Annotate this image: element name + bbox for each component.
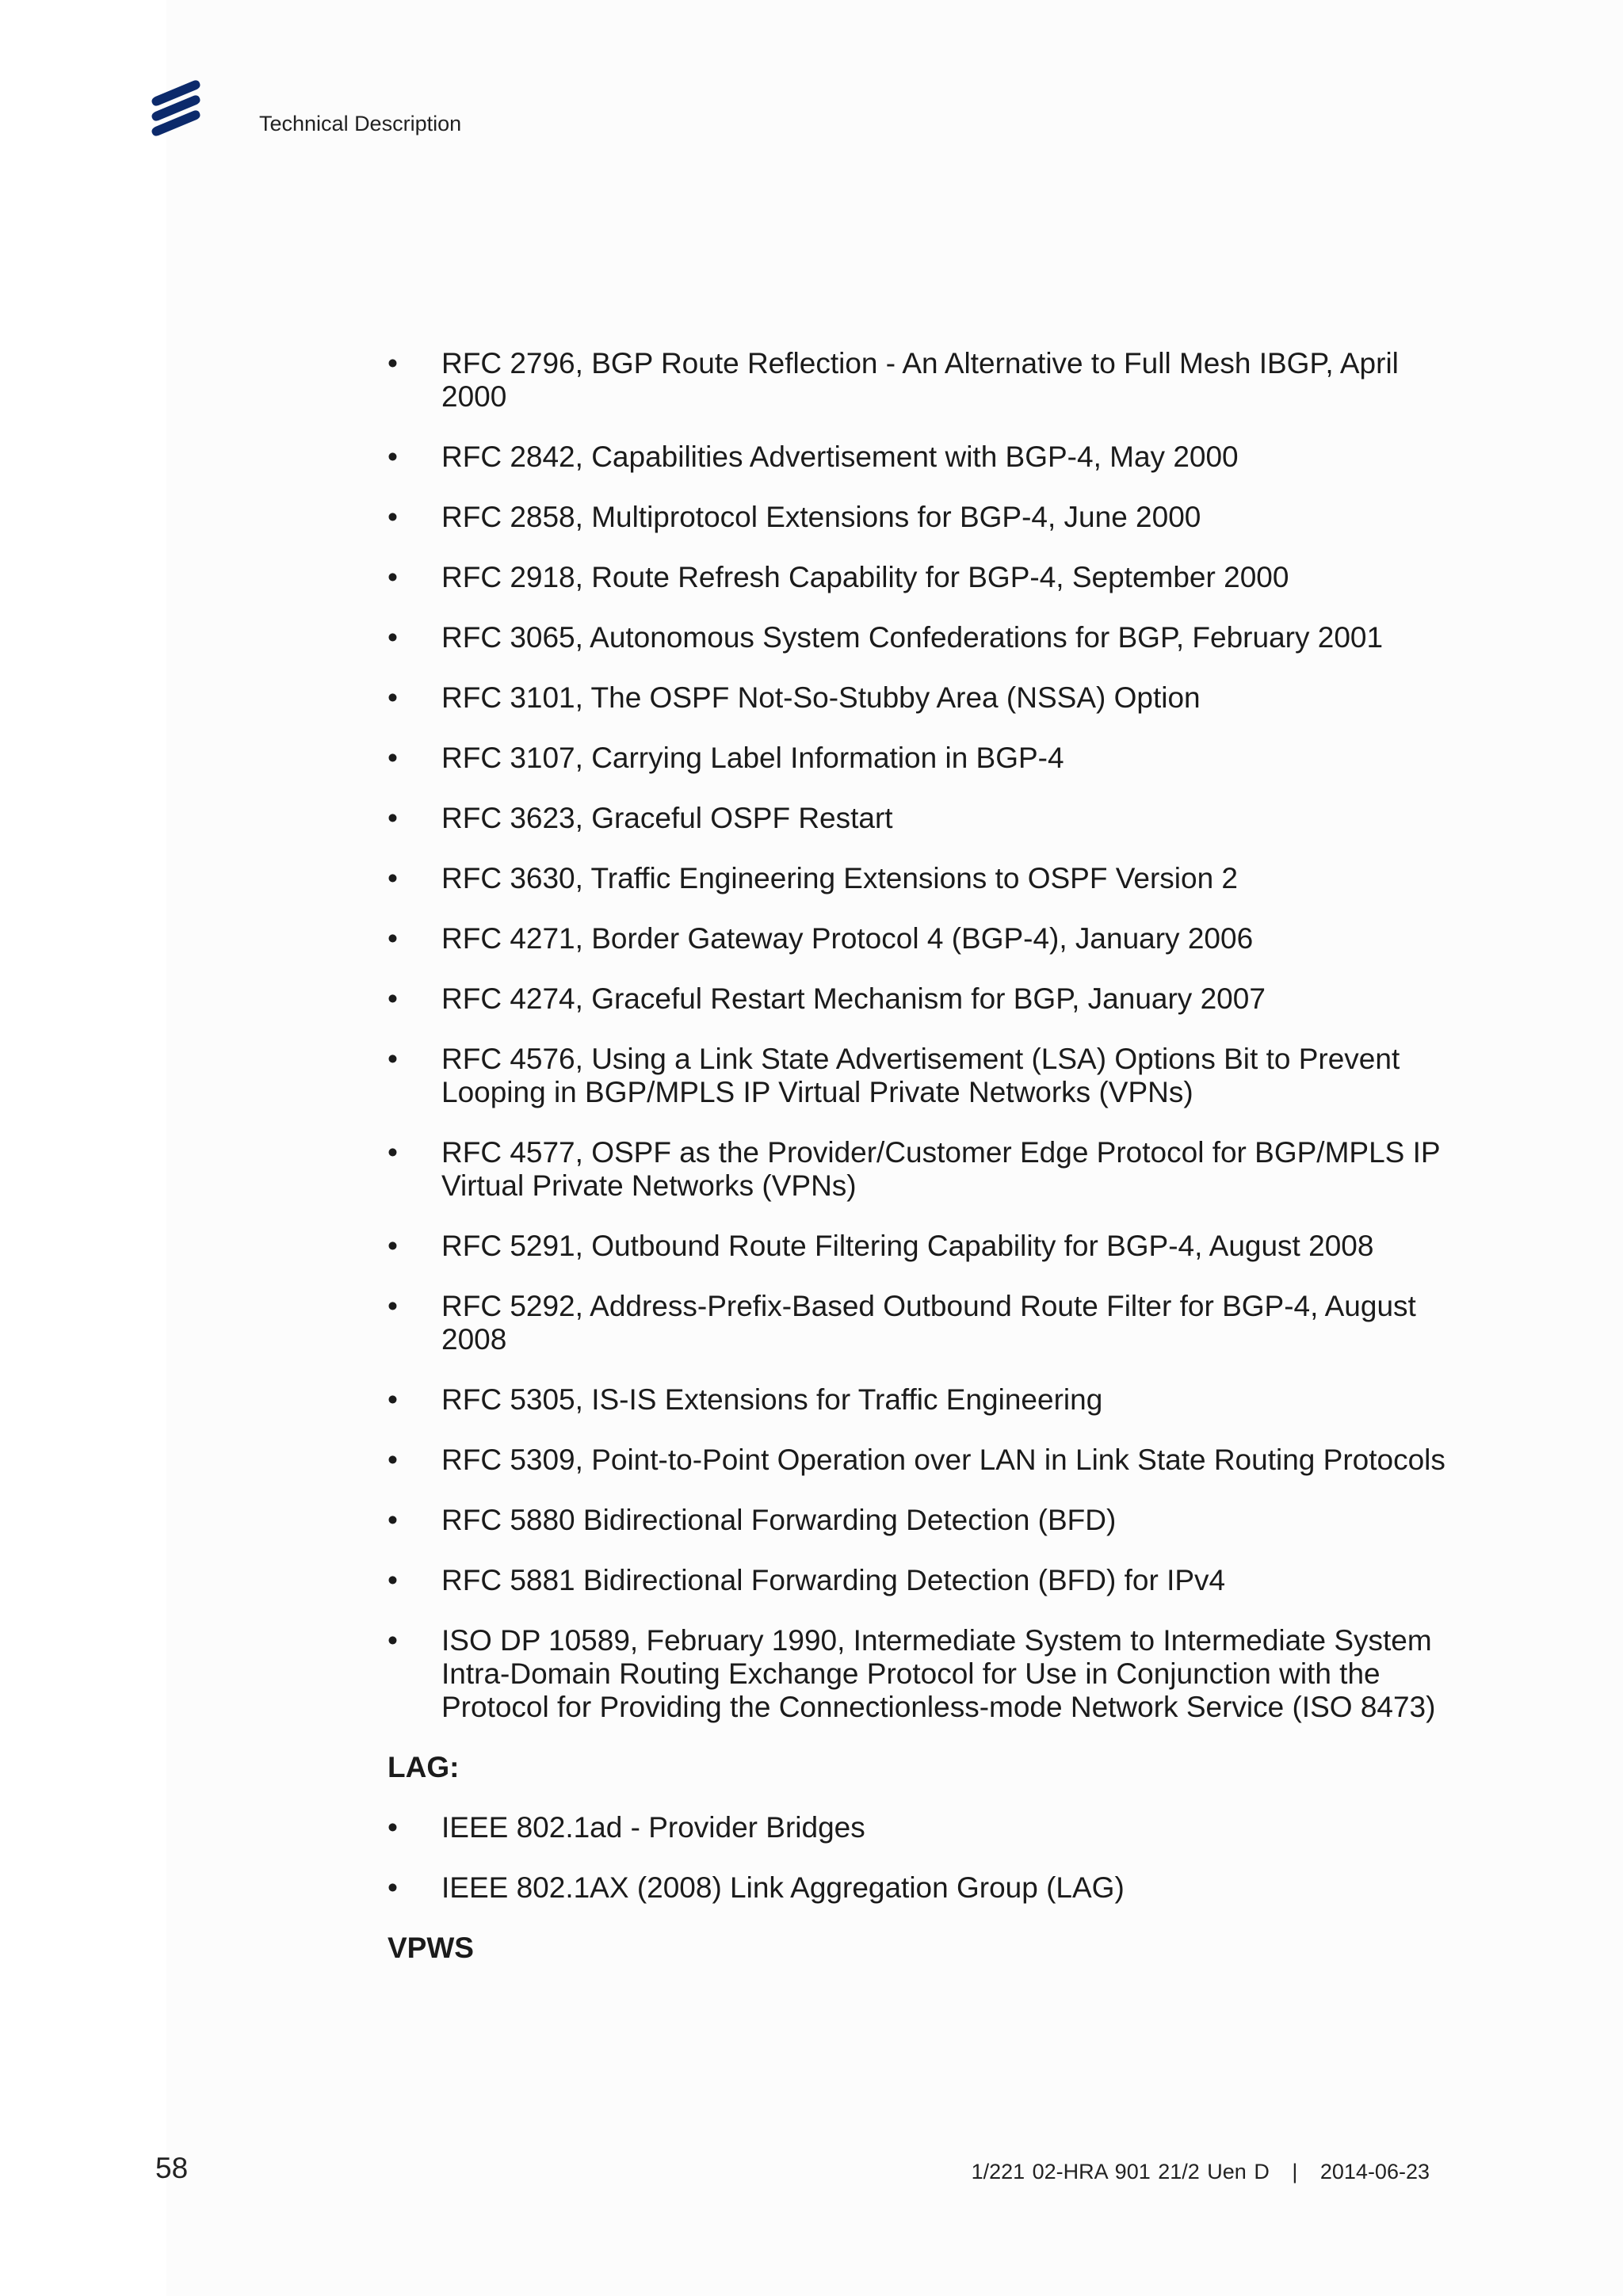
list-item-text: RFC 3101, The OSPF Not-So-Stubby Area (NSSA) Option [441,681,1201,714]
list-item [388,1624,1457,1724]
list-item-text: RFC 5309, Point-to-Point Operation over LAN in Link State Routing Protocols [441,1444,1445,1476]
bullet-icon: • [388,1871,398,1904]
page-number: 58 [155,2152,189,2184]
bullet-icon: • [388,1043,398,1075]
footer-document-info [972,2160,1430,2184]
bullet-icon: • [388,802,398,834]
list-item-text: RFC 5880 Bidirectional Forwarding Detection (BFD) [441,1504,1117,1536]
list-item [388,1383,1457,1417]
bullet-icon: • [388,1290,398,1322]
list-item [388,1564,1457,1597]
ericsson-logo-icon [149,76,206,136]
bullet-icon: • [388,1136,398,1169]
bullet-icon: • [388,441,398,473]
bullet-icon: • [388,1811,398,1844]
list-item [388,1811,1457,1844]
bullet-icon: • [388,347,398,379]
document-content [388,347,1457,1992]
list-item-text: ISO DP 10589, February 1990, Intermediate System to Intermediate System Intra-Domain Routing Exchange Protocol for Use in Conjunction with the Protocol for Providing the Connectionless-mode Network Service (ISO 8473) [441,1624,1436,1723]
list-item [388,1136,1457,1203]
list-item-text: RFC 5305, IS-IS Extensions for Traffic Engineering [441,1383,1103,1416]
list-item-text: RFC 2796, BGP Route Reflection - An Alternative to Full Mesh IBGP, April 2000 [441,347,1399,413]
list-item-text: RFC 2918, Route Refresh Capability for BGP-4, September 2000 [441,561,1289,593]
list-item [388,1504,1457,1537]
list-item-text: RFC 4274, Graceful Restart Mechanism for BGP, January 2007 [441,982,1266,1015]
list-item-text: RFC 3623, Graceful OSPF Restart [441,802,893,834]
list-item [388,1871,1457,1905]
list-item [388,862,1457,895]
list-item-text: RFC 5881 Bidirectional Forwarding Detection (BFD) for IPv4 [441,1564,1226,1596]
section-heading-lag: LAG: [388,1751,460,1783]
bullet-icon: • [388,561,398,593]
list-item [388,621,1457,654]
list-item-text: RFC 3630, Traffic Engineering Extensions to OSPF Version 2 [441,862,1238,894]
list-item [388,1290,1457,1356]
list-item [388,1444,1457,1477]
footer-separator: | [1292,2160,1298,2183]
list-item-text: RFC 4271, Border Gateway Protocol 4 (BGP-4), January 2006 [441,922,1254,955]
list-item [388,1230,1457,1263]
list-item-text: IEEE 802.1AX (2008) Link Aggregation Group (LAG) [441,1871,1125,1904]
page-margin [0,0,166,2296]
bullet-icon: • [388,621,398,654]
bullet-icon: • [388,742,398,774]
list-item [388,441,1457,474]
bullet-icon: • [388,1624,398,1657]
list-item [388,501,1457,534]
list-item [388,982,1457,1016]
bullet-icon: • [388,1383,398,1416]
list-item [388,1043,1457,1109]
bullet-icon: • [388,1564,398,1596]
list-item-text: RFC 2858, Multiprotocol Extensions for BGP-4, June 2000 [441,501,1201,533]
header-section-title: Technical Description [259,112,462,135]
list-item-text: RFC 3065, Autonomous System Confederations for BGP, February 2001 [441,621,1384,654]
bullet-icon: • [388,862,398,894]
bullet-icon: • [388,501,398,533]
list-item-text: RFC 2842, Capabilities Advertisement with BGP-4, May 2000 [441,441,1239,473]
list-item-text: IEEE 802.1ad - Provider Bridges [441,1811,865,1844]
bullet-icon: • [388,922,398,955]
list-item [388,561,1457,594]
bullet-icon: • [388,1504,398,1536]
bullet-icon: • [388,1444,398,1476]
document-date: 2014-06-23 [1319,2160,1430,2183]
list-item [388,742,1457,775]
list-item-text: RFC 5292, Address-Prefix-Based Outbound Route Filter for BGP-4, August 2008 [441,1290,1416,1356]
list-item [388,922,1457,955]
bullet-icon: • [388,681,398,714]
list-item [388,681,1457,715]
list-item-text: RFC 4576, Using a Link State Advertisement (LSA) Options Bit to Prevent Looping in BGP/MPLS IP Virtual Private Networks (VPNs) [441,1043,1400,1108]
rfc-reference-list [388,347,1457,1724]
list-item-text: RFC 3107, Carrying Label Information in BGP-4 [441,742,1064,774]
bullet-icon: • [388,1230,398,1262]
bullet-icon: • [388,982,398,1015]
list-item-text: RFC 5291, Outbound Route Filtering Capability for BGP-4, August 2008 [441,1230,1374,1262]
list-item [388,347,1457,414]
document-number: 1/221 02-HRA 901 21/2 Uen D [971,2160,1270,2183]
lag-standard-list [388,1811,1457,1905]
section-heading-vpws: VPWS [388,1932,474,1964]
list-item [388,802,1457,835]
list-item-text: RFC 4577, OSPF as the Provider/Customer Edge Protocol for BGP/MPLS IP Virtual Private Networks (VPNs) [441,1136,1440,1202]
